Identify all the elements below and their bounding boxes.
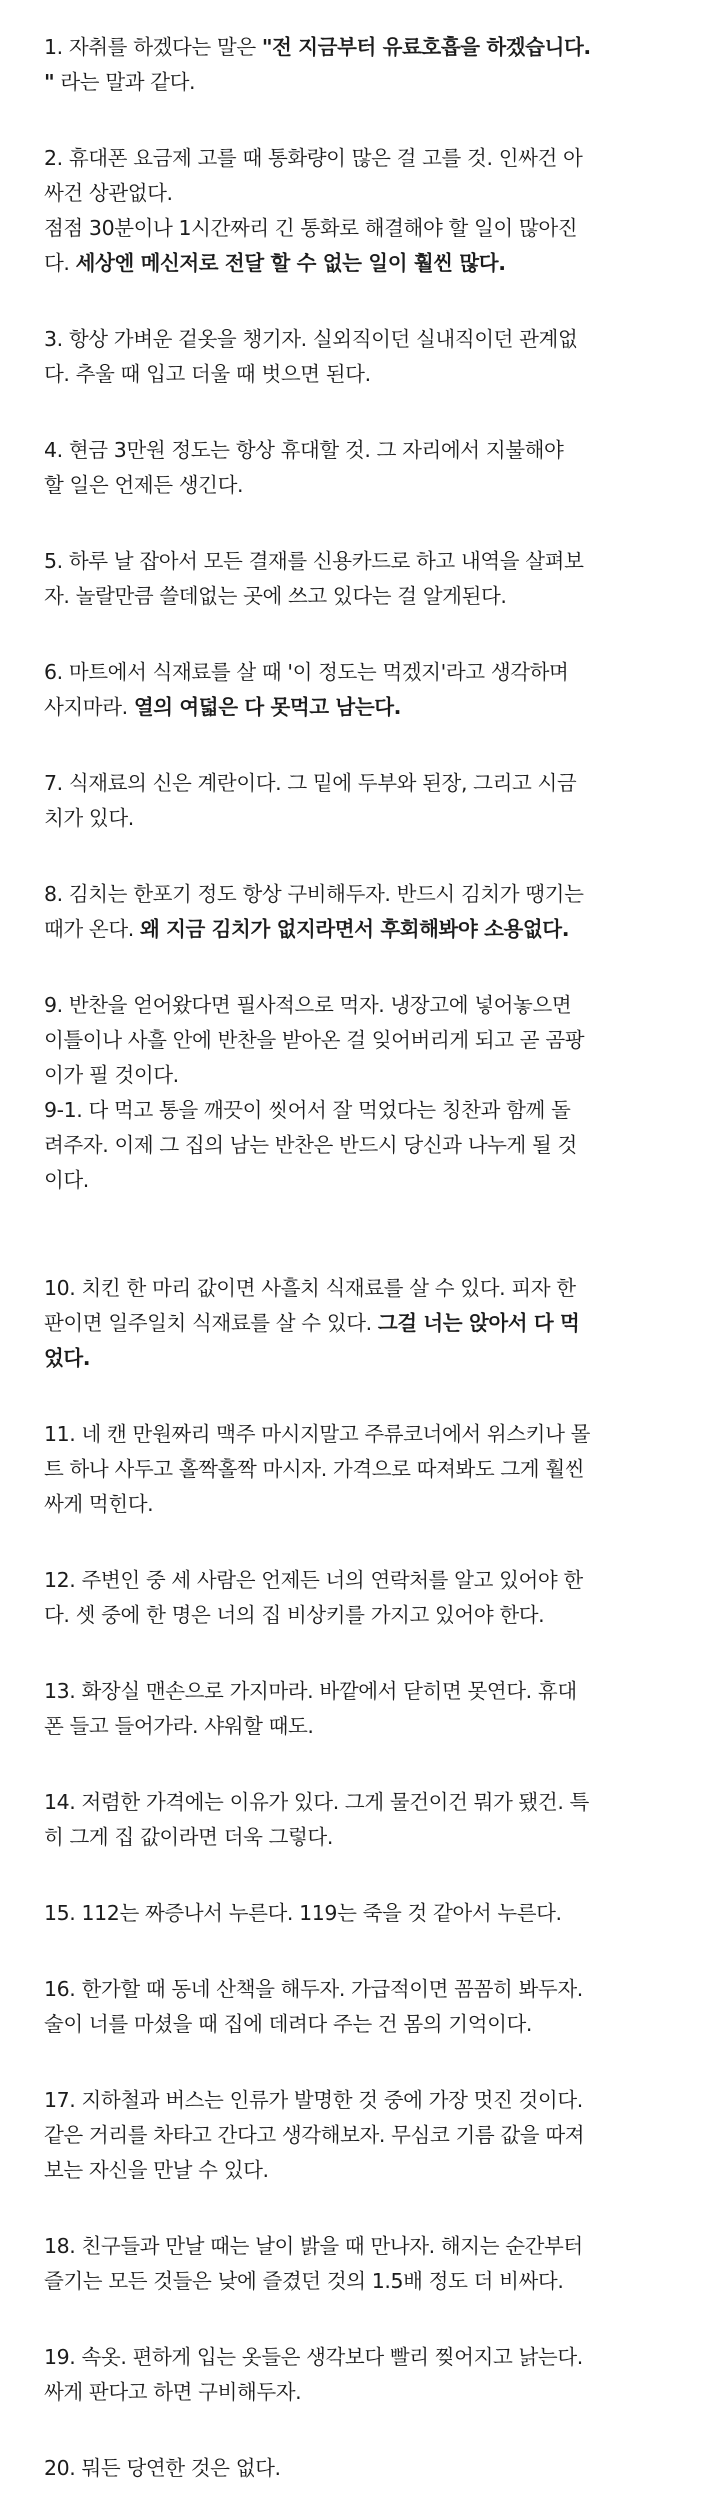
text-line [44,579,680,614]
text-run: 6. 마트에서 식재료를 살 때 '이 정도는 먹겠지'라고 생각하며 [44,660,569,684]
text-line [44,1972,680,2007]
text-line [44,2118,680,2153]
text-line [44,30,680,65]
text-run: 려주자. 이제 그 집의 남는 반찬은 반드시 당신과 나누게 될 것 [44,1133,577,1157]
text-line [44,65,680,100]
text-line [44,1341,680,1376]
bold-text: " [44,70,55,94]
text-line [44,1674,680,1709]
text-run: 같은 거리를 차타고 간다고 생각해보자. 무심코 기름 값을 따져 [44,2123,585,2147]
text-run: 때가 온다. [44,917,140,941]
tip-paragraph [44,988,680,1198]
text-run: 사지마라. [44,695,134,719]
tip-paragraph [44,1563,680,1633]
text-run: 19. 속옷. 편하게 입는 옷들은 생각보다 빨리 찢어지고 낡는다. [44,2345,583,2369]
tip-paragraph [44,1417,680,1522]
text-run: 17. 지하철과 버스는 인류가 발명한 것 중에 가장 멋진 것이다. [44,2088,583,2112]
text-line [44,1163,680,1198]
tip-paragraph [44,2451,680,2486]
tip-paragraph [44,655,680,725]
text-run: 트 하나 사두고 홀짝홀짝 마시자. 가격으로 따져봐도 그게 훨씬 [44,1457,585,1481]
tip-paragraph [44,1674,680,1744]
bold-text: 왜 지금 김치가 없지라면서 후회해봐야 소용없다. [139,917,570,941]
text-line [44,433,680,468]
text-line [44,2340,680,2375]
text-line [44,1785,680,1820]
tip-paragraph [44,1896,680,1931]
text-run: 3. 항상 가벼운 겉옷을 챙기자. 실외직이던 실내직이던 관계없 [44,327,578,351]
text-run: 16. 한가할 때 동네 산책을 해두자. 가급적이면 꼼꼼히 봐두자. [44,1977,583,2001]
text-line [44,357,680,392]
text-run: 11. 네 캔 만원짜리 맥주 마시지말고 주류코너에서 위스키나 몰 [44,1422,591,1446]
bold-text: 그걸 너는 앉아서 다 먹 [377,1311,580,1335]
text-run: 다. 추울 때 입고 더울 때 벗으면 된다. [44,362,371,386]
tip-paragraph [44,544,680,614]
text-run: 12. 주변인 중 세 사람은 언제든 너의 연락처를 알고 있어야 한 [44,1568,583,1592]
tip-paragraph [44,433,680,503]
text-line [44,2229,680,2264]
text-run: 보는 자신을 만날 수 있다. [44,2158,269,2182]
text-line [44,544,680,579]
text-line [44,322,680,357]
tip-paragraph [44,766,680,836]
text-line [44,1417,680,1452]
text-run: 싸건 상관없다. [44,181,173,205]
text-run: 싸게 먹힌다. [44,1492,154,1516]
text-line [44,1093,680,1128]
text-run: 술이 너를 마셨을 때 집에 데려다 주는 건 몸의 기억이다. [44,2012,533,2036]
text-run: 1. 자취를 하겠다는 말은 [44,35,262,59]
text-line [44,912,680,947]
text-run: 폰 들고 들어가라. 샤워할 때도. [44,1714,314,1738]
text-run: 할 일은 언제든 생긴다. [44,473,244,497]
text-run: 자. 놀랄만큼 쓸데없는 곳에 쓰고 있다는 걸 알게된다. [44,584,507,608]
tip-paragraph [44,2229,680,2299]
tip-paragraph [44,141,680,281]
text-run: 치가 있다. [44,806,134,830]
text-run: 다. 셋 중에 한 명은 너의 집 비상키를 가지고 있어야 한다. [44,1603,545,1627]
text-line [44,988,680,1023]
text-line [44,1709,680,1744]
tip-paragraph [44,877,680,947]
text-run: 판이면 일주일치 식재료를 살 수 있다. [44,1311,378,1335]
text-run: 7. 식재료의 신은 계란이다. 그 밑에 두부와 된장, 그리고 시금 [44,771,577,795]
tip-paragraph [44,1271,680,1376]
bold-text: 세상엔 메신저로 전달 할 수 없는 일이 훨씬 많다. [75,251,506,275]
text-line [44,1896,680,1931]
text-line [44,1487,680,1522]
text-run: 이틀이나 사흘 안에 반찬을 받아온 걸 잊어버리게 되고 곧 곰팡 [44,1028,585,1052]
text-line [44,2153,680,2188]
text-run: 점점 30분이나 1시간짜리 긴 통화로 해결해야 할 일이 많아진 [44,216,578,240]
text-line [44,1058,680,1093]
text-run: 히 그게 집 값이라면 더욱 그렇다. [44,1825,333,1849]
text-run: 10. 치킨 한 마리 값이면 사흘치 식재료를 살 수 있다. 피자 한 [44,1276,576,1300]
text-line [44,766,680,801]
text-run: 13. 화장실 맨손으로 가지마라. 바깥에서 닫히면 못연다. 휴대 [44,1679,577,1703]
text-line [44,1271,680,1306]
text-line [44,246,680,281]
bold-text: 열의 여덟은 다 못먹고 남는다. [133,695,402,719]
text-line [44,1023,680,1058]
tip-paragraph [44,30,680,100]
tip-paragraph [44,322,680,392]
text-run: 싸게 판다고 하면 구비해두자. [44,2380,302,2404]
text-line [44,801,680,836]
bold-text: 었다. [44,1346,91,1370]
text-line [44,1128,680,1163]
text-line [44,1820,680,1855]
tip-paragraph [44,2340,680,2410]
text-line [44,2083,680,2118]
text-line [44,2264,680,2299]
text-line [44,211,680,246]
text-run: 라는 말과 같다. [54,70,196,94]
tip-paragraph [44,1785,680,1855]
text-run: 4. 현금 3만원 정도는 항상 휴대할 것. 그 자리에서 지불해야 [44,438,564,462]
text-run: 다. [44,251,76,275]
text-run: 9-1. 다 먹고 통을 깨끗이 씻어서 잘 먹었다는 칭찬과 함께 돌 [44,1098,571,1122]
text-line [44,1306,680,1341]
text-line [44,877,680,912]
text-line [44,141,680,176]
text-run: 9. 반찬을 얻어왔다면 필사적으로 먹자. 냉장고에 넣어놓으면 [44,993,572,1017]
text-run: 15. 112는 짜증나서 누른다. 119는 죽을 것 같아서 누른다. [44,1901,562,1925]
text-line [44,1598,680,1633]
bold-text: "전 지금부터 유료호흡을 하겠습니다. [261,35,591,59]
text-line [44,2007,680,2042]
tip-paragraph [44,1972,680,2042]
text-run: 5. 하루 날 잡아서 모든 결재를 신용카드로 하고 내역을 살펴보 [44,549,584,573]
tip-paragraph [44,2083,680,2188]
text-run: 이다. [44,1168,89,1192]
text-line [44,690,680,725]
text-line [44,2451,680,2486]
text-line [44,655,680,690]
text-line [44,468,680,503]
text-line [44,1452,680,1487]
text-run: 이가 필 것이다. [44,1063,179,1087]
text-run: 8. 김치는 한포기 정도 항상 구비해두자. 반드시 김치가 땡기는 [44,882,584,906]
text-line [44,1563,680,1598]
text-run: 20. 뭐든 당연한 것은 없다. [44,2456,281,2480]
text-run: 2. 휴대폰 요금제 고를 때 통화량이 많은 걸 고를 것. 인싸건 아 [44,146,583,170]
text-run: 즐기는 모든 것들은 낮에 즐겼던 것의 1.5배 정도 더 비싸다. [44,2269,564,2293]
text-line [44,2375,680,2410]
text-run: 18. 친구들과 만날 때는 날이 밝을 때 만나자. 해지는 순간부터 [44,2234,583,2258]
text-run: 14. 저렴한 가격에는 이유가 있다. 그게 물건이건 뭐가 됐건. 특 [44,1790,589,1814]
text-line [44,176,680,211]
